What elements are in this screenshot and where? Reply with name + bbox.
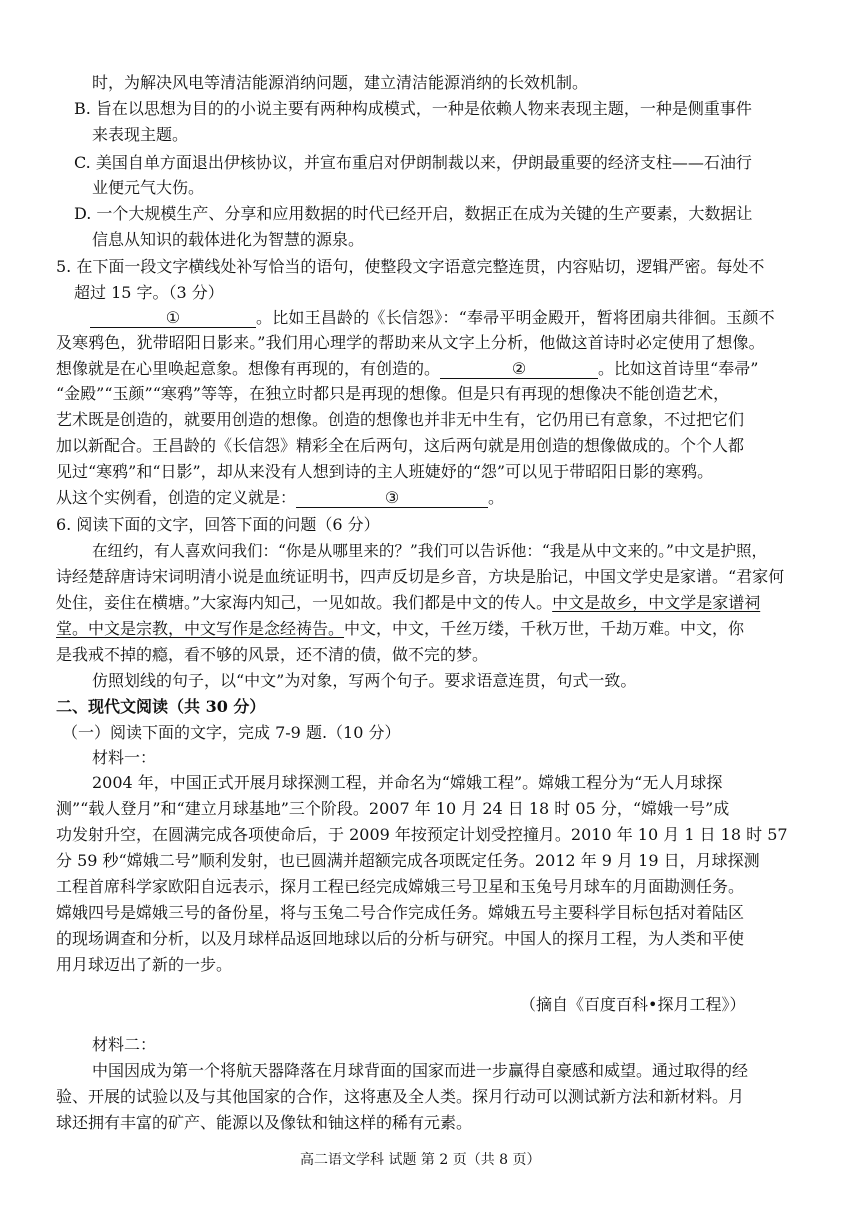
q4-option-d-continued: 信息从知识的载体进化为智慧的源泉。: [92, 230, 365, 249]
q5-passage-line-7: 见过“寒鸦”和“日影”，却从来没有人想到诗的主人班婕妤的“怨”可以见于带昭阳日影的寒鸦。: [56, 462, 714, 481]
q5-stem: 5. 在下面一段文字横线处补写恰当的语句，使整段文字语意完整连贯，内容贴切，逻辑严密。每处不: [56, 257, 765, 276]
q5-passage-line-2: 及寒鸦色，犹带昭阳日影来。”我们用心理学的帮助来从文字上分析，他做这首诗时必定使用了想像。: [56, 333, 765, 352]
material-1-line-8: 用月球迈出了新的一步。: [56, 955, 233, 974]
q5-passage-line-5: 艺术既是创造的，就要用创造的想像。创造的想像也并非无中生有，它仍用已有意象，不过把它们: [56, 410, 745, 429]
material-2-line-3: 球还拥有丰富的矿产、能源以及像钛和铀这样的稀有元素。: [56, 1113, 473, 1132]
subsection-heading: （一）阅读下面的文字，完成 7-9 题.（10 分）: [62, 723, 401, 742]
material-2-line-2: 验、开展的试验以及与其他国家的合作，这将惠及全人类。探月行动可以测试新方法和新材料。月: [56, 1087, 745, 1106]
q6-passage-text: 处住，妾住在横塘。”大家海内知己，一见如故。我们都是中文的传人。: [56, 593, 553, 612]
material-1-line-5: 工程首席科学家欧阳自远表示，探月工程已经完成嫦娥三号卫星和玉兔号月球车的月面勘测任务。: [56, 877, 745, 896]
q6-passage-line-5: 是我戒不掉的瘾，看不够的风景，还不清的债，做不完的梦。: [56, 645, 489, 664]
q4-option-b-continued: 来表现主题。: [92, 125, 189, 144]
q5-passage-line-4: “金殿”“玉颜”“寒鸦”等等，在独立时都只是再现的想像。但是只有再现的想像决不能创造艺术，: [56, 384, 730, 403]
material-1-line-7: 的现场调查和分析，以及月球样品返回地球以后的分析与研究。中国人的探月工程，为人类和平使: [56, 929, 745, 948]
material-1-line-2: 测”“载人登月”和“建立月球基地”三个阶段。2007 年 10 月 24 日 18 时 05 分，“嫦娥一号”成: [56, 799, 730, 818]
q4-option-b: B. 旨在以思想为目的的小说主要有两种构成模式，一种是依赖人物来表现主题，一种是侧重事件: [74, 99, 752, 118]
q6-underlined-sentence: 堂。中文是宗教，中文写作是念经祷告。: [56, 619, 345, 638]
q5-passage-line-6: 加以新配合。王昌龄的《长信怨》精彩全在后两句，这后两句就是用创造的想像做成的。个个人都: [56, 436, 745, 455]
q5-passage-line-8: [56, 487, 504, 509]
q6-passage-line-2: 诗经楚辞唐诗宋词明清小说是血统证明书，四声反切是乡音，方块是胎记，中国文学史是家谱。“君家何: [56, 567, 785, 586]
q6-passage-line-1: 在纽约，有人喜欢问我们：“你是从哪里来的？”我们可以告诉他：“我是从中文来的。”中文是护照，: [92, 542, 767, 560]
material-1-line-4: 分 59 秒“嫦娥二号”顺利发射，也已圆满并超额完成各项既定任务。2012 年 9 月 19 日，月球探测: [56, 851, 760, 870]
q6-underlined-sentence: 中文是故乡，中文学是家谱祠: [552, 593, 761, 612]
q6-passage-line-4: [56, 618, 744, 640]
q5-blank-3[interactable]: ③: [296, 487, 488, 508]
q5-blank-2[interactable]: ②: [440, 358, 598, 379]
q5-passage-text: 。比如这首诗里“奉帚”: [598, 359, 759, 378]
material-1-line-6: 嫦娥四号是嫦娥三号的备份星，将与玉兔二号合作完成任务。嫦娥五号主要科学目标包括对着陆区: [56, 903, 745, 922]
page-footer: 高二语文学科 试题 第 2 页（共 8 页）: [300, 1152, 541, 1168]
material-1-line-1: 2004 年，中国正式开展月球探测工程，并命名为“嫦娥工程”。嫦娥工程分为“无人月球探: [92, 773, 723, 792]
q6-passage-line-3: [56, 592, 760, 614]
material-2-line-1: 中国因成为第一个将航天器降落在月球背面的国家而进一步赢得自豪感和威望。通过取得的经: [92, 1061, 749, 1080]
q4-option-d: D. 一个大规模生产、分享和应用数据的时代已经开启，数据正在成为关键的生产要素，大数据让: [74, 204, 753, 223]
q6-stem: 6. 阅读下面的文字，回答下面的问题（6 分）: [56, 515, 380, 534]
q4-option-c-continued: 业便元气大伤。: [92, 178, 205, 197]
material-1-label: 材料一：: [92, 748, 157, 767]
q5-passage-text: 。: [488, 488, 505, 507]
q5-passage-text: 从这个实例看，创造的定义就是：: [56, 488, 297, 507]
q5-passage-text: 。比如王昌龄的《长信怨》：“奉帚平明金殿开，暂将团扇共徘徊。玉颜不: [256, 308, 775, 327]
q5-stem-continued: 超过 15 字。（3 分）: [74, 283, 224, 302]
q4-option-a-continued: 时，为解决风电等清洁能源消纳问题，建立清洁能源消纳的长效机制。: [92, 73, 589, 92]
q5-passage-line-1: [90, 307, 775, 329]
material-2-label: 材料二：: [92, 1035, 157, 1054]
q5-blank-1[interactable]: ①: [90, 307, 256, 328]
q5-passage-text: 想像就是在心里唤起意象。想像有再现的，有创造的。: [56, 359, 441, 378]
q6-passage-text: 中文，中文，千丝万缕，千秋万世，千劫万难。中文，你: [344, 619, 745, 638]
q4-option-c: C. 美国自单方面退出伊核协议，并宣布重启对伊朗制裁以来，伊朗最重要的经济支柱——石油行: [74, 153, 752, 172]
q5-passage-line-3: [56, 358, 758, 380]
q6-task: 仿照划线的句子，以“中文”为对象，写两个句子。要求语意连贯，句式一致。: [92, 671, 637, 690]
material-1-source: （摘自《百度百科•探月工程》）: [520, 995, 746, 1014]
material-1-line-3: 功发射升空，在圆满完成各项使命后，于 2009 年按预定计划受控撞月。2010 年 10 月 1 日 18 时 57: [56, 825, 788, 844]
section-heading: 二、现代文阅读（共 30 分）: [56, 697, 266, 716]
